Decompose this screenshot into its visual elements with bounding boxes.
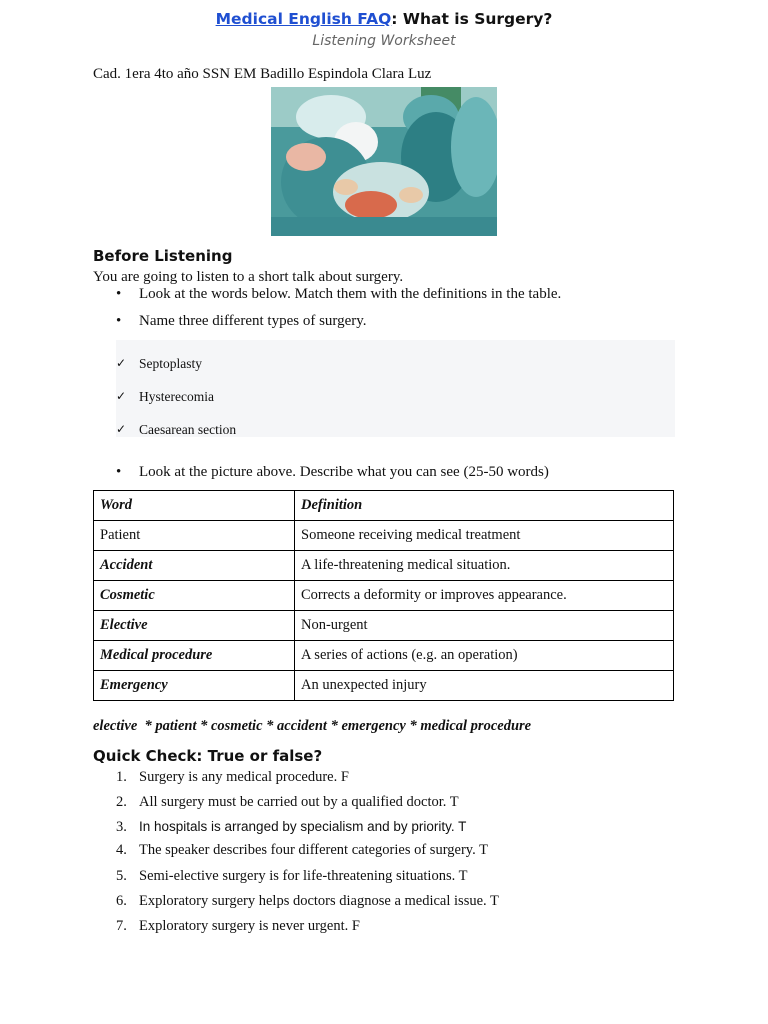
before-listening-heading: Before Listening xyxy=(93,247,233,265)
title-text: : What is Surgery? xyxy=(391,10,553,28)
word-cell: Cosmetic xyxy=(94,581,295,611)
table-header-cell: Definition xyxy=(295,491,674,521)
item-text: In hospitals is arranged by specialism and by priority. T xyxy=(139,819,467,834)
item-text: Semi-elective surgery is for life-threatening situations. T xyxy=(139,868,468,884)
surgery-photo-illustration xyxy=(271,87,497,236)
author-line: Cad. 1era 4to año SSN EM Badillo Espindola Clara Luz xyxy=(93,66,432,82)
surgery-photo xyxy=(271,87,497,236)
table-header-cell: Word xyxy=(94,491,295,521)
title-link[interactable]: Medical English FAQ xyxy=(215,10,392,28)
table-row xyxy=(94,521,674,551)
checklist-text: Hysterecomia xyxy=(139,389,214,404)
item-text: Exploratory surgery is never urgent. F xyxy=(139,918,360,934)
definition-cell: Non-urgent xyxy=(295,611,674,641)
checkmark-icon: ✓ xyxy=(116,389,127,403)
item-number: 2. xyxy=(116,794,127,810)
bullet-text: Look at the picture above. Describe what you can see (25-50 words) xyxy=(139,464,549,480)
bullet-text: Look at the words below. Match them with the definitions in the table. xyxy=(139,286,562,302)
item-number: 7. xyxy=(116,918,127,934)
word-cell: Medical procedure xyxy=(94,641,295,671)
item-text: Exploratory surgery helps doctors diagnose a medical issue. T xyxy=(139,893,499,909)
item-text: The speaker describes four different categories of surgery. T xyxy=(139,842,488,858)
word-cell: Emergency xyxy=(94,671,295,701)
checklist-text: Caesarean section xyxy=(139,422,237,437)
word-cell: Accident xyxy=(94,551,295,581)
item-number: 3. xyxy=(116,819,127,835)
worksheet-title xyxy=(0,10,768,28)
item-number: 1. xyxy=(116,769,127,785)
quick-check-heading: Quick Check: True or false? xyxy=(93,747,323,765)
bullet-icon: • xyxy=(116,313,122,329)
checkmark-icon: ✓ xyxy=(116,422,127,436)
bullet-icon: • xyxy=(116,286,122,302)
bullet-icon: • xyxy=(116,464,122,480)
definition-cell: An unexpected injury xyxy=(295,671,674,701)
item-number: 6. xyxy=(116,893,127,909)
checkmark-icon: ✓ xyxy=(116,356,127,370)
item-text: Surgery is any medical procedure. F xyxy=(139,769,349,785)
definition-cell: Someone receiving medical treatment xyxy=(295,521,674,551)
word-cell: Elective xyxy=(94,611,295,641)
item-text: All surgery must be carried out by a qualified doctor. T xyxy=(139,794,459,810)
item-number: 5. xyxy=(116,868,127,884)
table-row xyxy=(94,671,674,701)
bullet-text: Name three different types of surgery. xyxy=(139,313,367,329)
definition-cell: A life-threatening medical situation. xyxy=(295,551,674,581)
checklist-text: Septoplasty xyxy=(139,356,202,371)
definition-cell: A series of actions (e.g. an operation) xyxy=(295,641,674,671)
table-row xyxy=(94,641,674,671)
table-row xyxy=(94,551,674,581)
intro-text: You are going to listen to a short talk about surgery. xyxy=(93,269,404,285)
word-cell: Patient xyxy=(94,521,295,551)
vocabulary-table xyxy=(93,490,674,701)
definition-cell: Corrects a deformity or improves appearance. xyxy=(295,581,674,611)
table-row xyxy=(94,611,674,641)
table-row xyxy=(94,581,674,611)
table-header-row xyxy=(94,491,674,521)
item-number: 4. xyxy=(116,842,127,858)
worksheet-subtitle: Listening Worksheet xyxy=(312,33,456,49)
word-bank: elective * patient * cosmetic * accident * emergency * medical procedure xyxy=(93,718,532,734)
